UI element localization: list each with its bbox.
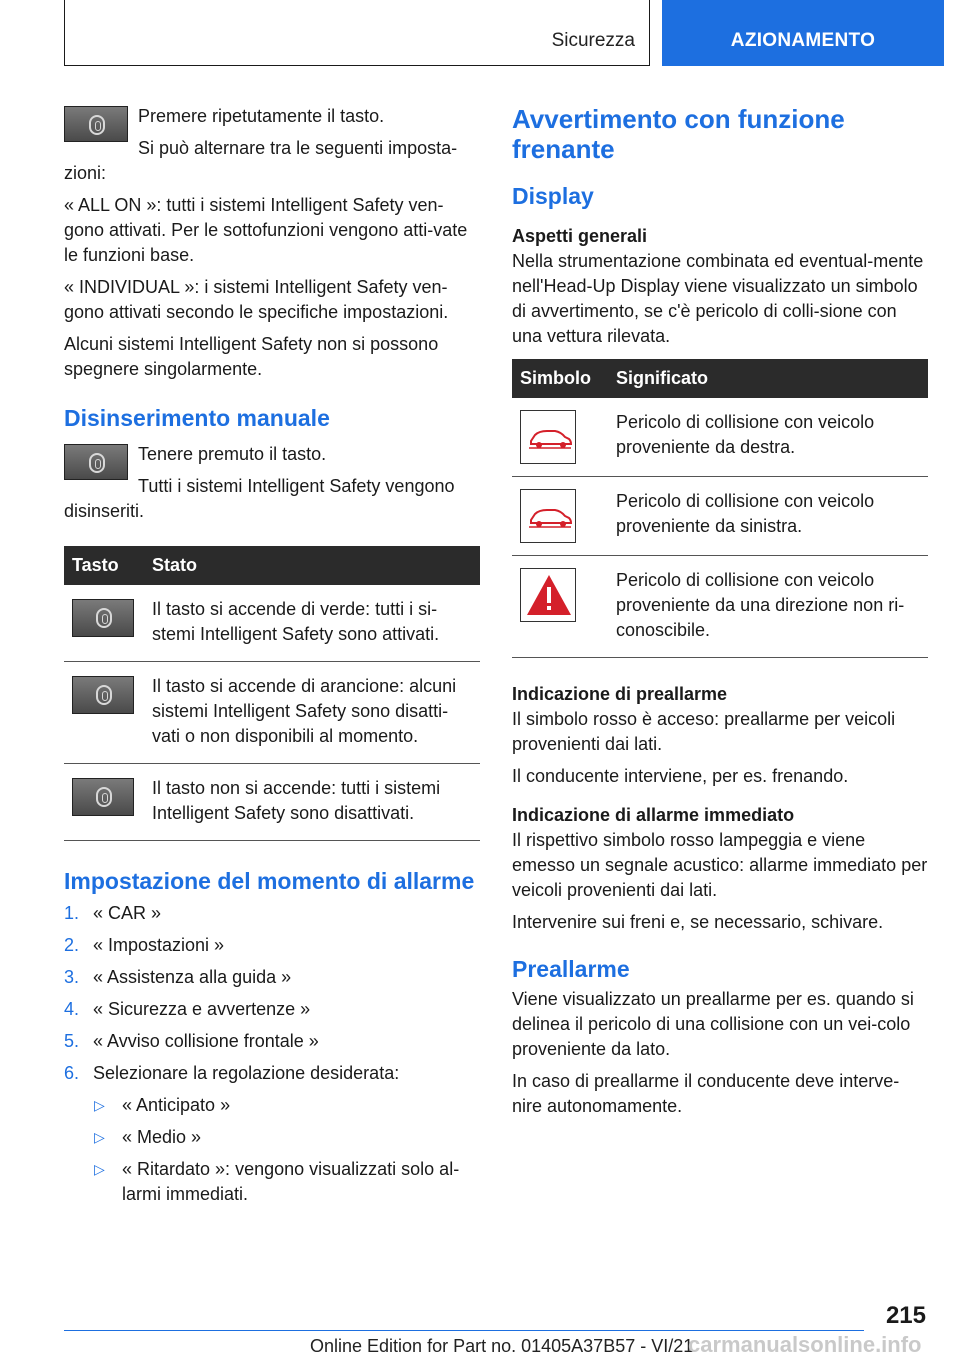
tenere-text: Tenere premuto il tasto.	[138, 444, 327, 464]
left-column	[64, 104, 480, 1214]
table-row	[512, 398, 928, 477]
table-cell: Il tasto non si accende: tutti i sistemi Intelligent Safety sono disattivati.	[144, 764, 480, 841]
list-item: ▷ « Ritardato »: vengono visualizzati solo al-larmi immediati.	[94, 1159, 460, 1204]
header-section-box	[64, 0, 650, 66]
tutti-text: Tutti i sistemi Intelligent Safety vengono disinseriti.	[64, 476, 455, 521]
heading-preallarme: Preallarme	[512, 956, 630, 982]
table-cell: Pericolo di collisione con veicolo proveniente da destra.	[608, 398, 928, 477]
triangle-bullet-icon: ▷	[94, 1161, 105, 1177]
preallarme-text-2: In caso di preallarme il conducente deve interve-nire autonomamente.	[512, 1071, 900, 1116]
aspetti-text: Nella strumentazione combinata ed eventual-mente nell'Head-Up Display viene visualizzato un simbolo di avvertimento, se c'è pericolo di colli-sione con una vettura rilevata.	[512, 251, 924, 346]
symbol-table	[512, 359, 928, 658]
table-header-stato: Stato	[144, 546, 480, 585]
intro-block	[64, 104, 480, 186]
header-chapter-title: AZIONAMENTO	[730, 30, 876, 51]
individual-text: « INDIVIDUAL »: i sistemi Intelligent Safety ven-gono attivati secondo le specifiche impostazioni.	[64, 277, 449, 322]
preallarme-text-1: Viene visualizzato un preallarme per es. quando si delinea il pericolo di una collisione con un vei-colo proveniente da lato.	[512, 989, 914, 1059]
table-header-tasto: Tasto	[64, 546, 144, 585]
list-item: ▷ « Medio »	[93, 1125, 480, 1150]
prealarm-text-1: Il simbolo rosso è acceso: preallarme per veicoli provenienti dai lati.	[512, 709, 896, 754]
triangle-bullet-icon: ▷	[94, 1097, 105, 1113]
substeps-list	[93, 1093, 480, 1207]
intelligent-safety-button-icon	[64, 106, 128, 142]
table-row	[64, 764, 480, 841]
button-off-icon	[72, 778, 134, 816]
immediato-text-2: Intervenire sui freni e, se necessario, schivare.	[512, 912, 884, 932]
intro-step: Premere ripetutamente il tasto.	[138, 106, 385, 126]
car-right-icon	[520, 410, 576, 464]
disins-block	[64, 442, 480, 524]
table-row	[512, 556, 928, 658]
alcuni-text: Alcuni sistemi Intelligent Safety non si possono spegnere singolarmente.	[64, 334, 439, 379]
heading-allarme-immediato: Indicazione di allarme immediato	[512, 805, 795, 825]
all-on-text: « ALL ON »: tutti i sistemi Intelligent Safety ven-gono attivati. Per le sottofunzioni vengono atti-vate le funzioni base.	[64, 195, 468, 265]
table-row	[64, 662, 480, 764]
intelligent-safety-button-icon	[64, 444, 128, 480]
steps-list	[64, 901, 480, 1207]
heading-display: Display	[512, 183, 594, 209]
table-cell: Pericolo di collisione con veicolo proveniente da una direzione non ri-conoscibile.	[608, 556, 928, 658]
header-section-title: Sicurezza	[551, 30, 635, 51]
list-item: 1. « CAR »	[64, 903, 162, 923]
list-item: 5. « Avviso collisione frontale »	[64, 1031, 319, 1051]
header-chapter-tab	[662, 0, 944, 66]
right-column	[512, 104, 928, 1126]
list-item: ▷ « Anticipato »	[93, 1093, 480, 1118]
table-cell: Il tasto si accende di verde: tutti i si-stemi Intelligent Safety sono attivati.	[144, 585, 480, 662]
heading-impostazione: Impostazione del momento di allarme	[64, 868, 475, 894]
list-item: 2. « Impostazioni »	[64, 935, 225, 955]
list-item: 6. Selezionare la regolazione desiderata: ▷ « Anticipato » ▷ « Medio » ▷ « Ritardato »: vengono visualizzati solo al-larmi immediati.	[64, 1061, 480, 1207]
list-item: 3. « Assistenza alla guida »	[64, 967, 292, 987]
table-row	[512, 477, 928, 556]
prealarm-text-2: Il conducente interviene, per es. frenando.	[512, 766, 849, 786]
button-status-table	[64, 546, 480, 841]
table-header-significato: Significato	[608, 359, 928, 398]
triangle-bullet-icon: ▷	[94, 1129, 105, 1145]
table-cell: Pericolo di collisione con veicolo proveniente da sinistra.	[608, 477, 928, 556]
warning-triangle-icon	[520, 568, 576, 622]
heading-avvertimento: Avvertimento con funzione frenante	[512, 104, 845, 164]
watermark: carmanualsonline.info	[688, 1332, 922, 1357]
footer-edition: Online Edition for Part no. 01405A37B57 - VI/21	[310, 1336, 694, 1356]
table-row	[64, 585, 480, 662]
immediato-text-1: Il rispettivo simbolo rosso lampeggia e viene emesso un segnale acustico: allarme immediato per veicoli provenienti dai lati.	[512, 830, 928, 900]
table-cell: Il tasto si accende di arancione: alcuni sistemi Intelligent Safety sono disatti-vati o non disponibili al momento.	[144, 662, 480, 764]
page-number: 215	[885, 1302, 926, 1329]
heading-disinserimento: Disinserimento manuale	[64, 405, 330, 431]
heading-aspetti: Aspetti generali	[512, 226, 648, 246]
button-green-icon	[72, 599, 134, 637]
button-orange-icon	[72, 676, 134, 714]
intro-text: Si può alternare tra le seguenti imposta-zioni:	[64, 138, 458, 183]
table-header-simbolo: Simbolo	[512, 359, 608, 398]
heading-indicazione-preallarme: Indicazione di preallarme	[512, 684, 728, 704]
car-left-icon	[520, 489, 576, 543]
list-item: 4. « Sicurezza e avvertenze »	[64, 999, 311, 1019]
footer-divider	[64, 1330, 864, 1331]
